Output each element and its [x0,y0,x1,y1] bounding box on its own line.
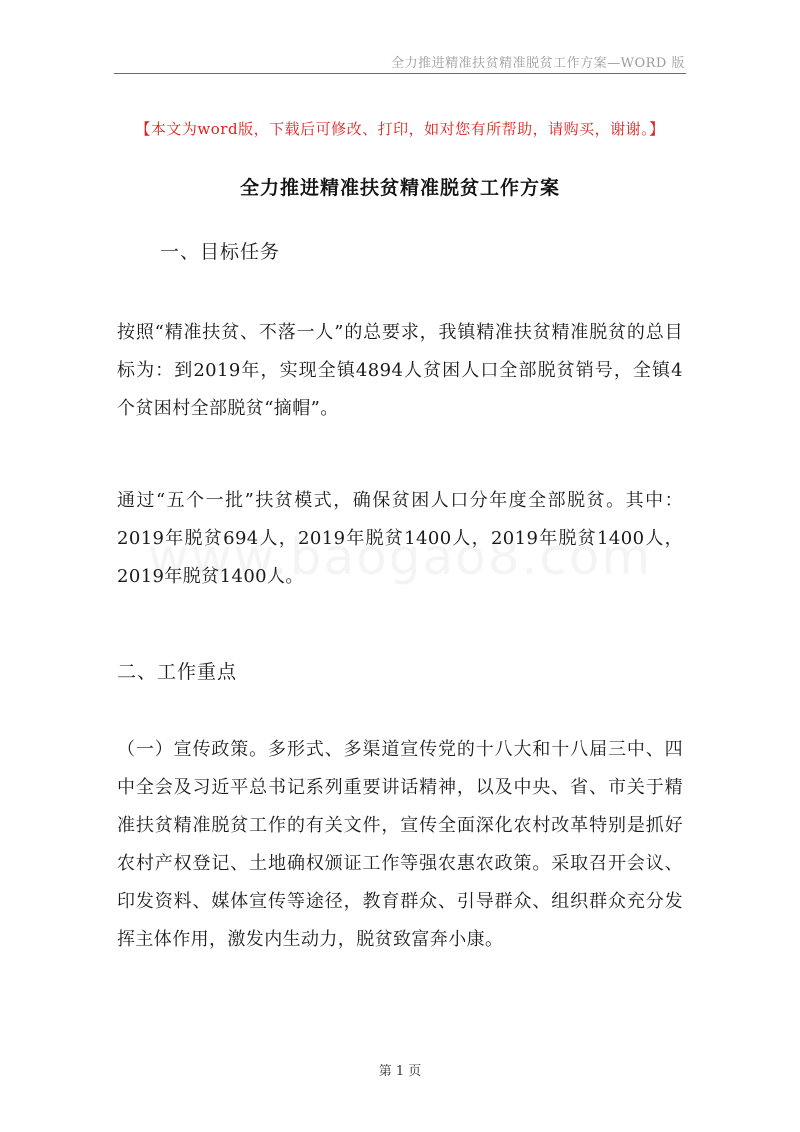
section-heading-focus: 二、工作重点 [117,661,238,683]
header-divider [114,73,686,74]
page-number: 第 1 页 [378,1064,422,1079]
document-title: 全力推进精准扶贫精准脱贫工作方案 [239,177,560,199]
download-notice: 【本文为word版，下载后可修改、打印，如对您有所帮助，请购买，谢谢。】 [135,120,665,138]
paragraph-yearly-plan: 通过“五个一批”扶贫模式，确保贫困人口分年度全部脱贫。其中：2019年脱贫694人，2019年脱贫1400人，2019年脱贫1400人，2019年脱贫1400人。 [117,490,683,587]
paragraph-overall-goal: 按照“精准扶贫、不落一人”的总要求，我镇精准扶贫精准脱贫的总目标为：到2019年，实现全镇4894人贫困人口全部脱贫销号，全镇4个贫困村全部脱贫“摘帽”。 [117,322,683,419]
running-header: 全力推进精准扶贫精准脱贫工作方案—WORD 版 [391,56,685,71]
paragraph-publicize-policy: （一）宣传政策。多形式、多渠道宣传党的十八大和十八届三中、四中全会及习近平总书记系列重要讲话精神，以及中央、省、市关于精准扶贫精准脱贫工作的有关文件，宣传全面深化农村改革特别是抓好农村产权登记、土地确权颁证工作等强农惠农政策。采取召开会议、印发资料、媒体宣传等途径，教育群众、引导群众、组织群众充分发挥主体作用，激发内生动力，脱贫致富奔小康。 [117,739,683,950]
section-heading-goals: 一、目标任务 [160,241,281,263]
